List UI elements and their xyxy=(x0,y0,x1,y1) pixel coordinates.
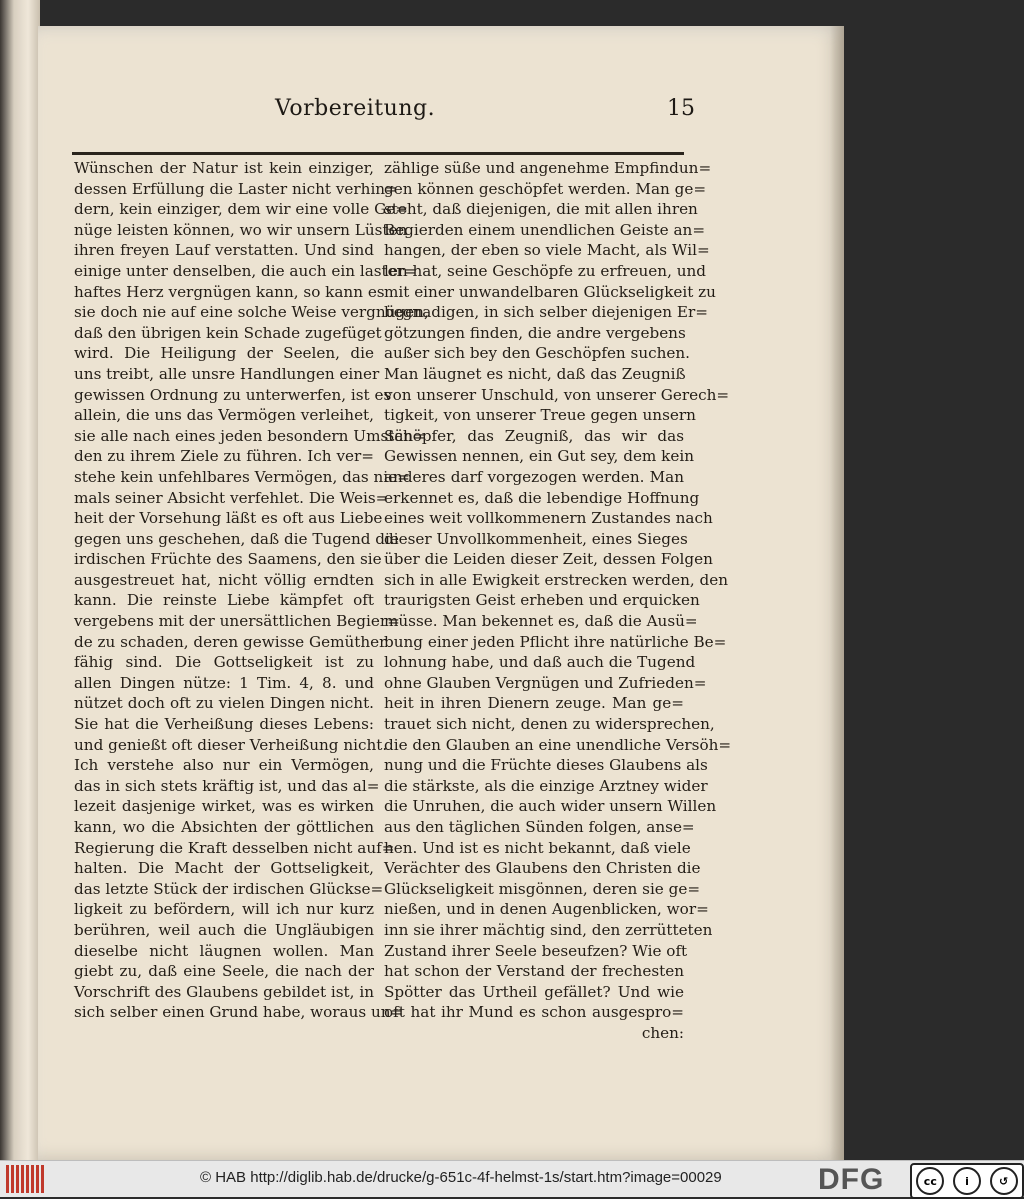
text-line: mit einer unwandelbaren Glückseligkeit zu xyxy=(384,282,716,301)
cc-by-sa-icon[interactable]: cc i ↺ xyxy=(910,1163,1024,1199)
text-line: stehe kein unfehlbares Vermögen, das nie= xyxy=(74,467,410,486)
text-line: dieser Unvollkommenheit, eines Sieges xyxy=(384,529,688,548)
page-header xyxy=(275,96,695,130)
text-line: kann, wo die Absichten der göttlichen xyxy=(74,818,374,836)
text-line: len hat, seine Geschöpfe zu erfreuen, und xyxy=(384,261,707,280)
text-line: Sie hat die Verheißung dieses Lebens: xyxy=(74,715,374,734)
text-line: über die Leiden dieser Zeit, dessen Folgen xyxy=(384,550,713,569)
text-line: heit in ihren Dienern zeuge. Man ge= xyxy=(384,694,684,713)
text-line: das letzte Stück der irdischen Glückse= xyxy=(74,879,384,898)
text-line: die den Glauben an eine unendliche Versöh= xyxy=(384,735,732,754)
text-line: irdischen Früchte des Saamens, den sie xyxy=(74,550,382,569)
text-line: begnadigen, in sich selber diejenigen Er= xyxy=(384,303,708,322)
text-line: Zustand ihrer Seele beseufzen? Wie oft xyxy=(384,941,688,960)
text-line: heit der Vorsehung läßt es oft aus Liebe xyxy=(74,509,383,528)
text-line: die Unruhen, die auch wider unsern Willen xyxy=(384,797,717,816)
text-line: von unserer Unschuld, von unserer Gerech= xyxy=(384,385,730,404)
text-line: halten. Die Macht der Gottseligkeit, xyxy=(74,859,374,878)
adjacent-page-edge xyxy=(0,0,40,1160)
text-line: nützet doch oft zu vielen Dingen nicht. xyxy=(74,694,374,713)
text-line: nüge leisten können, wo wir unsern Lüsten xyxy=(74,220,408,239)
text-line: den zu ihrem Ziele zu führen. Ich ver= xyxy=(74,447,374,466)
text-line: fähig sind. Die Gottseligkeit ist zu xyxy=(74,653,374,672)
text-line: gen können geschöpfet werden. Man ge= xyxy=(384,179,707,198)
text-line: gegen uns geschehen, daß die Tugend die xyxy=(74,529,399,548)
text-line: giebt zu, daß eine Seele, die nach der xyxy=(74,962,374,981)
text-line: dieselbe nicht läugnen wollen. Man xyxy=(74,941,374,960)
text-line: nießen, und in denen Augenblicken, wor= xyxy=(384,900,709,919)
text-line: Ich verstehe also nur ein Vermögen, xyxy=(74,756,374,775)
text-line: kann. Die reinste Liebe kämpfet oft xyxy=(74,591,374,610)
text-line: de zu schaden, deren gewisse Gemüther xyxy=(74,632,387,651)
text-line: anderes darf vorgezogen werden. Man xyxy=(384,467,684,486)
text-line: eines weit vollkommenern Zustandes nach xyxy=(384,509,713,528)
text-line: das in sich stets kräftig ist, und das al= xyxy=(74,776,380,795)
text-line: Schöpfer, das Zeugniß, das wir das xyxy=(384,426,684,445)
text-line: nung und die Früchte dieses Glaubens als xyxy=(384,756,708,775)
text-line: Vorschrift des Glaubens gebildet ist, in xyxy=(74,982,374,1001)
text-line: ligkeit zu befördern, will ich nur kurz xyxy=(74,900,374,919)
text-line: daß den übrigen kein Schade zugefüget xyxy=(74,323,382,342)
text-line: dessen Erfüllung die Laster nicht verhin= xyxy=(74,179,398,198)
text-line: traurigsten Geist erheben und erquicken xyxy=(384,591,700,610)
text-line: dern, kein einziger, dem wir eine volle Ge= xyxy=(74,200,408,219)
page-number: 15 xyxy=(667,96,695,121)
text-line: berühren, weil auch die Ungläubigen xyxy=(74,920,374,939)
text-line: steht, daß diejenigen, die mit allen ihren xyxy=(384,200,698,219)
viewer-footer xyxy=(0,1160,1024,1197)
text-column-right xyxy=(384,158,732,1044)
hab-logo-icon xyxy=(6,1165,44,1193)
text-line: vergebens mit der unersättlichen Begier= xyxy=(74,612,400,631)
text-line: uns treibt, alle unsre Handlungen einer xyxy=(74,364,380,383)
text-line: gewissen Ordnung zu unterwerfen, ist es xyxy=(74,385,392,404)
text-line: ausgestreuet hat, nicht völlig erndten xyxy=(74,570,374,589)
text-line: Wünschen der Natur ist kein einziger, xyxy=(74,159,374,177)
text-line: und genießt oft dieser Verheißung nicht. xyxy=(74,735,388,754)
text-line: aus den täglichen Sünden folgen, anse= xyxy=(384,818,695,836)
text-line: Verächter des Glaubens den Christen die xyxy=(384,859,701,878)
text-line: bung einer jeden Pflicht ihre natürliche Be= xyxy=(384,632,727,651)
text-line: götzungen finden, die andre vergebens xyxy=(384,323,686,342)
text-line: allen Dingen nütze: 1 Tim. 4, 8. und xyxy=(74,673,374,692)
text-line: Gewissen nennen, ein Gut sey, dem kein xyxy=(384,447,694,466)
text-line: außer sich bey den Geschöpfen suchen. xyxy=(384,344,691,363)
text-line: lohnung habe, und daß auch die Tugend xyxy=(384,653,696,672)
header-rule xyxy=(72,152,684,155)
text-line: tigkeit, von unserer Treue gegen unsern xyxy=(384,406,696,425)
text-line: einige unter denselben, die auch ein laster= xyxy=(74,261,417,280)
dfg-logo: DFG xyxy=(818,1163,885,1196)
text-line: mals seiner Absicht verfehlet. Die Weis= xyxy=(74,488,389,507)
copyright-link[interactable]: © HAB http://diglib.hab.de/drucke/g-651c-4f-helmst-1s/start.htm?image=00029 xyxy=(200,1169,722,1186)
text-line: ihren freyen Lauf verstatten. Und sind xyxy=(74,241,374,260)
text-line: zählige süße und angenehme Empfindun= xyxy=(384,159,712,177)
text-line: sie doch nie auf eine solche Weise vergnügen, xyxy=(74,303,429,322)
text-column-left xyxy=(74,158,429,1023)
text-line: sich in alle Ewigkeit erstrecken werden, den xyxy=(384,570,729,589)
text-line: Glückseligkeit misgönnen, deren sie ge= xyxy=(384,879,701,898)
text-line: lezeit dasjenige wirket, was es wirken xyxy=(74,797,374,816)
text-line: erkennet es, daß die lebendige Hoffnung xyxy=(384,488,700,507)
text-line: hen. Und ist es nicht bekannt, daß viele xyxy=(384,838,691,857)
text-line: Man läugnet es nicht, daß das Zeugniß xyxy=(384,364,686,383)
text-line: hangen, der eben so viele Macht, als Wil= xyxy=(384,241,710,260)
text-line: inn sie ihrer mächtig sind, den zerrütteten xyxy=(384,920,713,939)
text-line: die stärkste, als die einzige Arztney wider xyxy=(384,776,708,795)
text-line: hat schon der Verstand der frechesten xyxy=(384,962,684,981)
text-line: allein, die uns das Vermögen verleihet, xyxy=(74,406,374,425)
text-line: trauet sich nicht, denen zu widersprechen, xyxy=(384,715,715,734)
running-head: Vorbereitung. xyxy=(275,96,436,121)
text-line: müsse. Man bekennet es, daß die Ausü= xyxy=(384,612,698,631)
text-line: ohne Glauben Vergnügen und Zufrieden= xyxy=(384,673,707,692)
text-line: haftes Herz vergnügen kann, so kann es xyxy=(74,282,385,301)
text-line: sie alle nach eines jeden besondern Umstän= xyxy=(74,426,426,445)
text-line: sich selber einen Grund habe, woraus un= xyxy=(74,1003,404,1022)
text-line: wird. Die Heiligung der Seelen, die xyxy=(74,344,374,363)
text-line: chen: xyxy=(641,1023,684,1042)
text-line: Spötter das Urtheil gefället? Und wie xyxy=(384,982,684,1001)
text-line: Regierung die Kraft desselben nicht auf= xyxy=(74,838,395,857)
text-line: oft hat ihr Mund es schon ausgespro= xyxy=(384,1003,684,1022)
text-line: Begierden einem unendlichen Geiste an= xyxy=(384,220,706,239)
